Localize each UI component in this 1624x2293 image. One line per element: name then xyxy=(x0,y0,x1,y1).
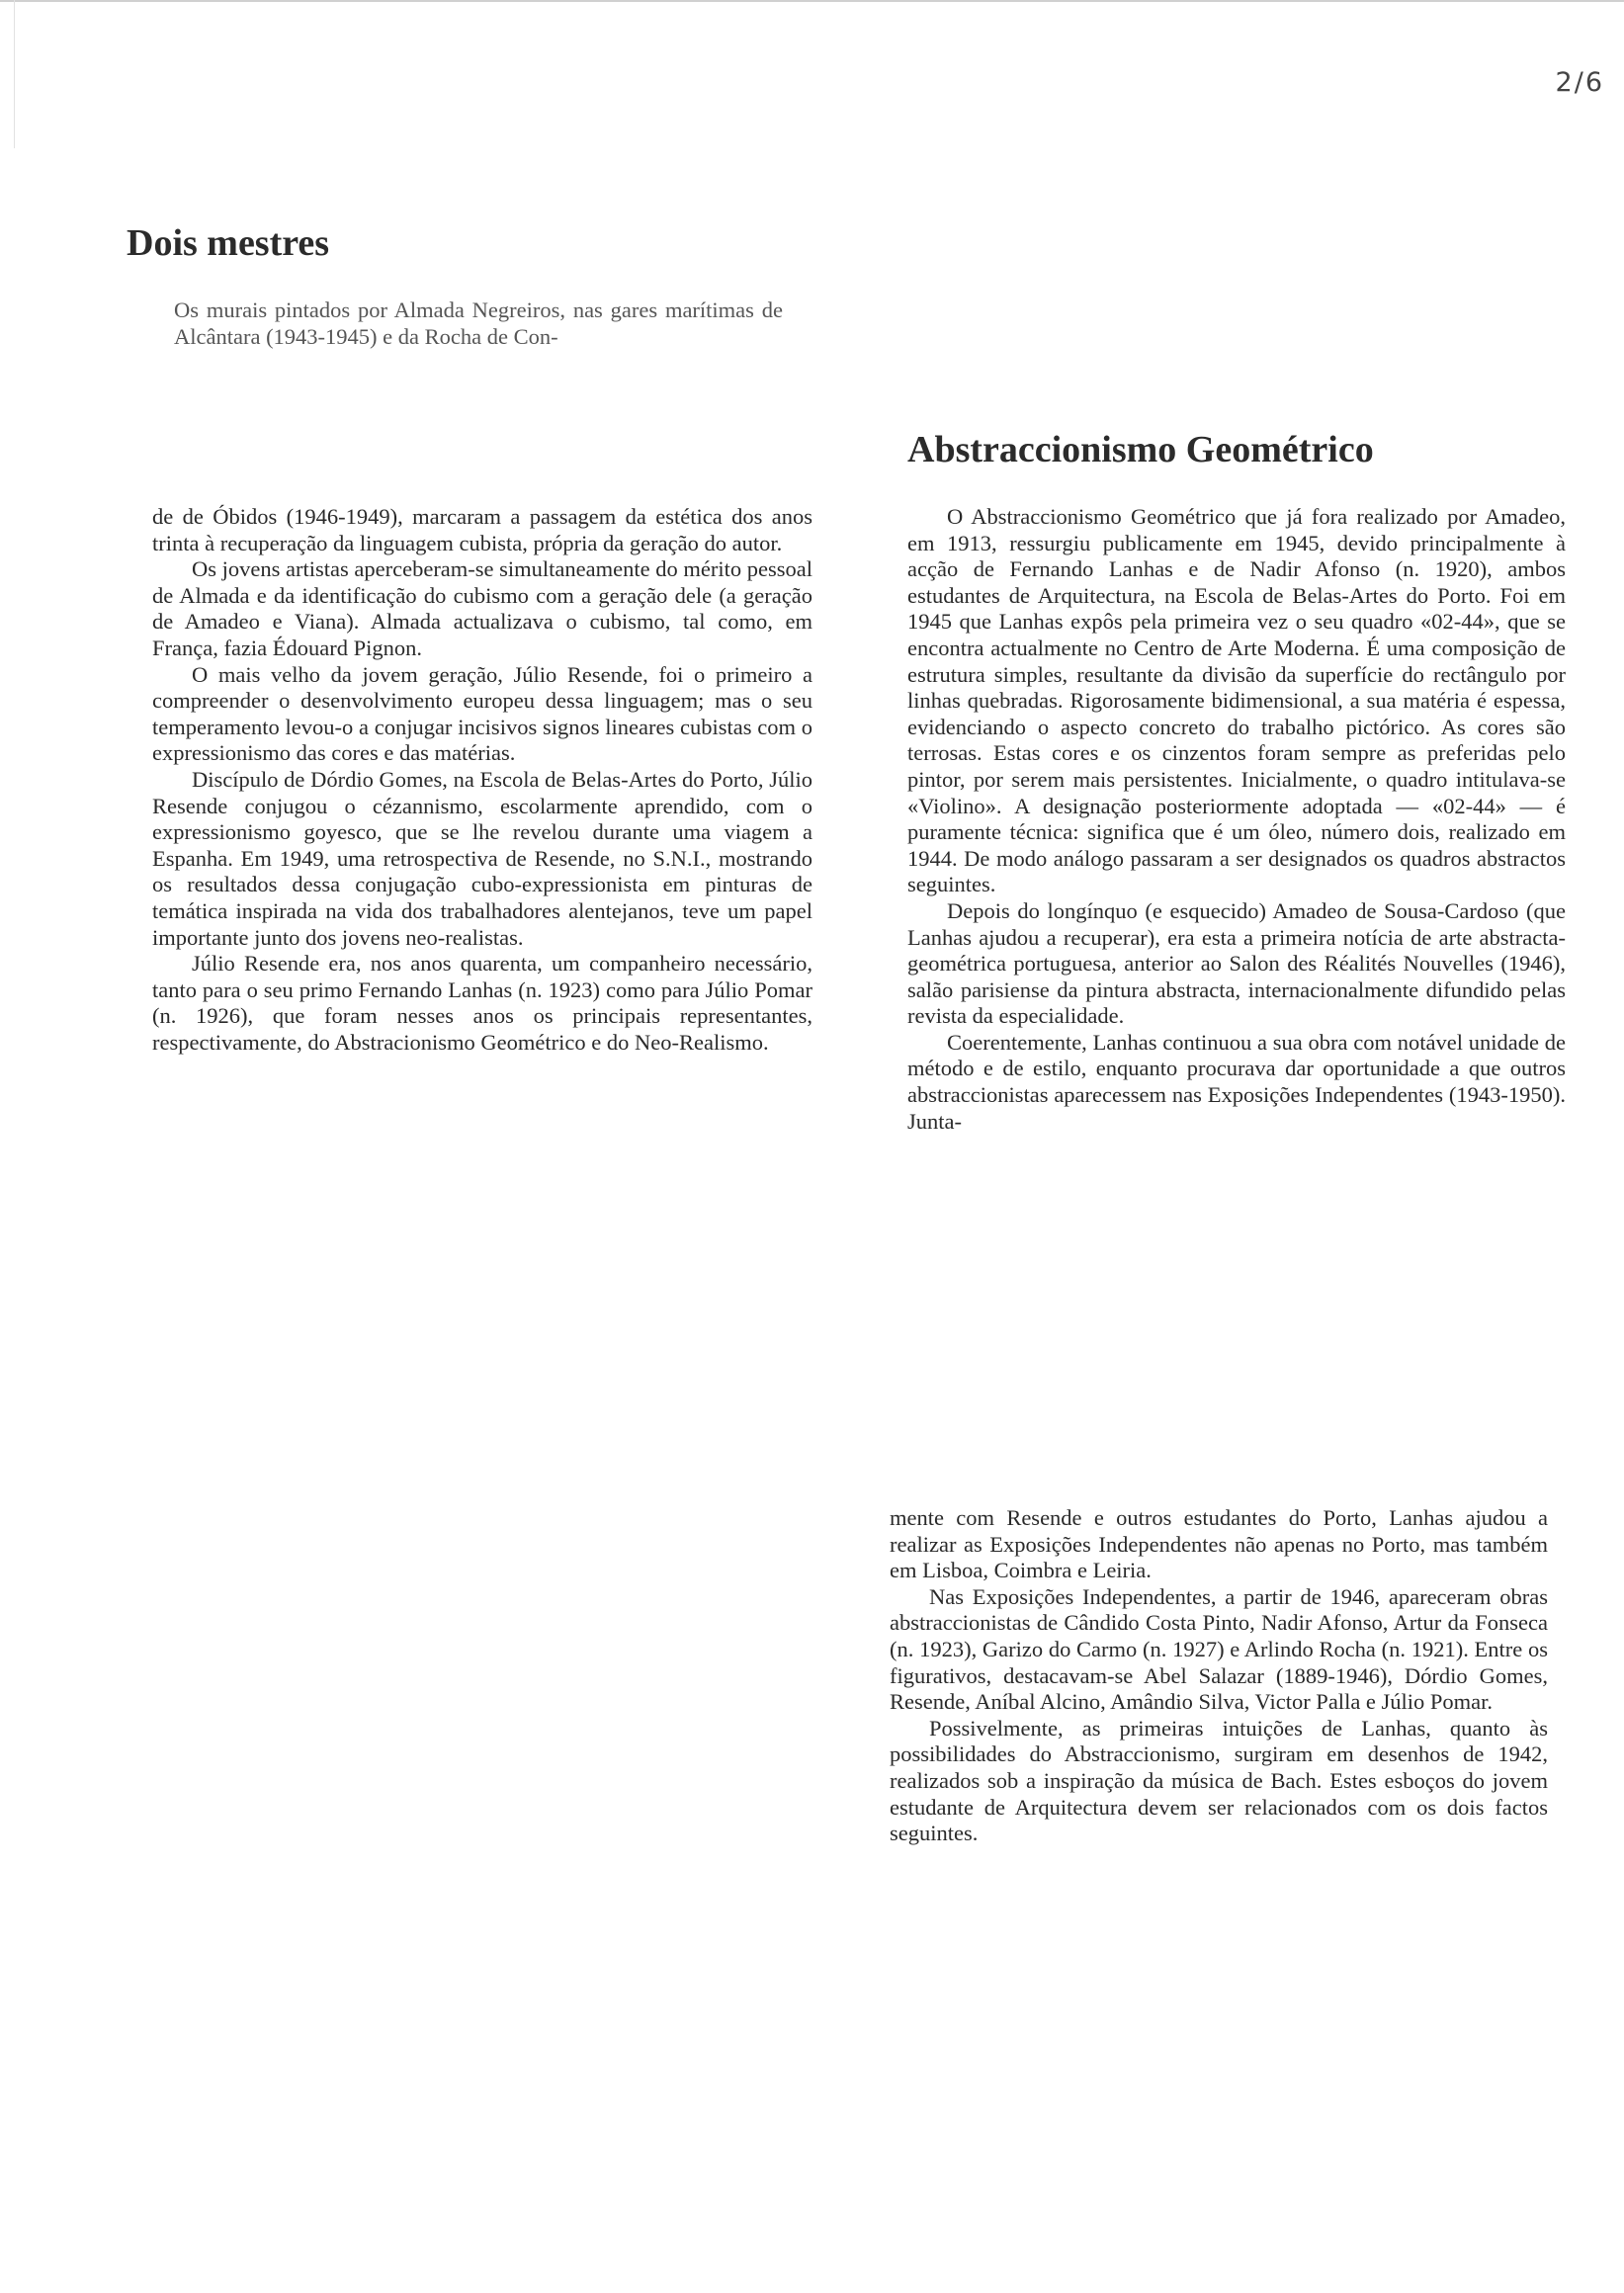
paragraph: de de Óbidos (1946-1949), marcaram a passagem da estética dos anos trinta à recuperação da linguagem cubista, própria da geração do autor. xyxy=(152,504,812,555)
top-scan-edge xyxy=(0,0,1624,2)
continuation-column xyxy=(890,1505,1548,1847)
paragraph: Depois do longínquo (e esquecido) Amadeo de Sousa-Cardoso (que Lanhas ajudou a recuperar), era esta a primeira notícia de arte abstracta-geométrica portuguesa, anterior ao Salon des Réalités Nouvelles (1946), salão parisiense da pintura abstracta, internacionalmente difundido pelas revista da especialidade. xyxy=(907,897,1566,1029)
section-title-abstraccionismo: Abstraccionismo Geométrico xyxy=(907,429,1374,470)
paragraph: Nas Exposições Independentes, a partir de 1946, apareceram obras abstraccionistas de Cândido Costa Pinto, Nadir Afonso, Artur da Fonseca (n. 1923), Garizo do Carmo (n. 1927) e Arlindo Rocha (n. 1921). Entre os figurativos, destacavam-se Abel Salazar (1889-1946), Dórdio Gomes, Resende, Aníbal Alcino, Amândio Silva, Victor Palla e Júlio Pomar. xyxy=(890,1583,1548,1715)
intro-paragraph xyxy=(174,297,783,350)
paragraph: Discípulo de Dórdio Gomes, na Escola de Belas-Artes do Porto, Júlio Resende conjugou o cézannismo, escolarmente aprendido, com o expressionismo goyesco, que se lhe revelou durante uma viagem a Espanha. Em 1949, uma retrospectiva de Resende, no S.N.I., mostrando os resultados dessa conjugação cubo-expressionista em pinturas de temática inspirada na vida dos trabalhadores alentejanos, teve um papel importante junto dos jovens neo-realistas. xyxy=(152,766,812,950)
paragraph: O mais velho da jovem geração, Júlio Resende, foi o primeiro a compreender o desenvolvimento europeu dessa linguagem; mas o seu temperamento levou-o a conjugar incisivos signos lineares cubistas com o expressionismo das cores e das matérias. xyxy=(152,661,812,766)
left-scan-edge xyxy=(14,0,15,148)
left-column xyxy=(152,504,812,1056)
paragraph: O Abstraccionismo Geométrico que já fora realizado por Amadeo, em 1913, ressurgiu publicamente em 1945, devido principalmente à acção de Fernando Lanhas e de Nadir Afonso (n. 1920), ambos estudantes de Arquitectura, na Escola de Belas-Artes do Porto. Foi em 1945 que Lanhas expôs pela primeira vez o seu quadro «02-44», que se encontra actualmente no Centro de Arte Moderna. É uma composição de estrutura simples, resultante da divisão da superfície do rectângulo por linhas quebradas. Rigorosamente bidimensional, a sua matéria é espessa, evidenciando o aspecto concreto do trabalho pictórico. As cores são terrosas. Estas cores e os cinzentos foram sempre as preferidas pelo pintor, por serem mais persistentes. Inicialmente, o quadro intitulava-se «Violino». A designação posteriormente adoptada — «02-44» — é puramente técnica: significa que é um óleo, número dois, realizado em 1944. De modo análogo passaram a ser designados os quadros abstractos seguintes. xyxy=(907,504,1566,897)
section-title-dois-mestres: Dois mestres xyxy=(127,222,330,264)
right-column xyxy=(907,504,1566,1135)
paragraph: Possivelmente, as primeiras intuições de Lanhas, quanto às possibilidades do Abstraccionismo, surgiram em desenhos de 1942, realizados sob a inspiração da música de Bach. Estes esboços do jovem estudante de Arquitectura devem ser relacionados com os dois factos seguintes. xyxy=(890,1715,1548,1846)
paragraph: Os jovens artistas aperceberam-se simultaneamente do mérito pessoal de Almada e da identificação do cubismo com a geração dele (a geração de Amadeo e Viana). Almada actualizava o cubismo, tal como, em França, fazia Édouard Pignon. xyxy=(152,556,812,660)
paragraph: Júlio Resende era, nos anos quarenta, um companheiro necessário, tanto para o seu primo Fernando Lanhas (n. 1923) como para Júlio Pomar (n. 1926), que foram nesses anos os principais representantes, respectivamente, do Abstracionismo Geométrico e do Neo-Realismo. xyxy=(152,951,812,1055)
page-number: 2/6 xyxy=(1555,67,1604,98)
paragraph: mente com Resende e outros estudantes do Porto, Lanhas ajudou a realizar as Exposições Independentes não apenas no Porto, mas também em Lisboa, Coimbra e Leiria. xyxy=(890,1505,1548,1583)
paragraph: Coerentemente, Lanhas continuou a sua obra com notável unidade de método e de estilo, enquanto procurava dar oportunidade a que outros abstraccionistas aparecessem nas Exposições Independentes (1943-1950). Junta- xyxy=(907,1029,1566,1134)
intro-text: Os murais pintados por Almada Negreiros, nas gares marítimas de Alcântara (1943-1945) e da Rocha de Con- xyxy=(174,297,783,349)
